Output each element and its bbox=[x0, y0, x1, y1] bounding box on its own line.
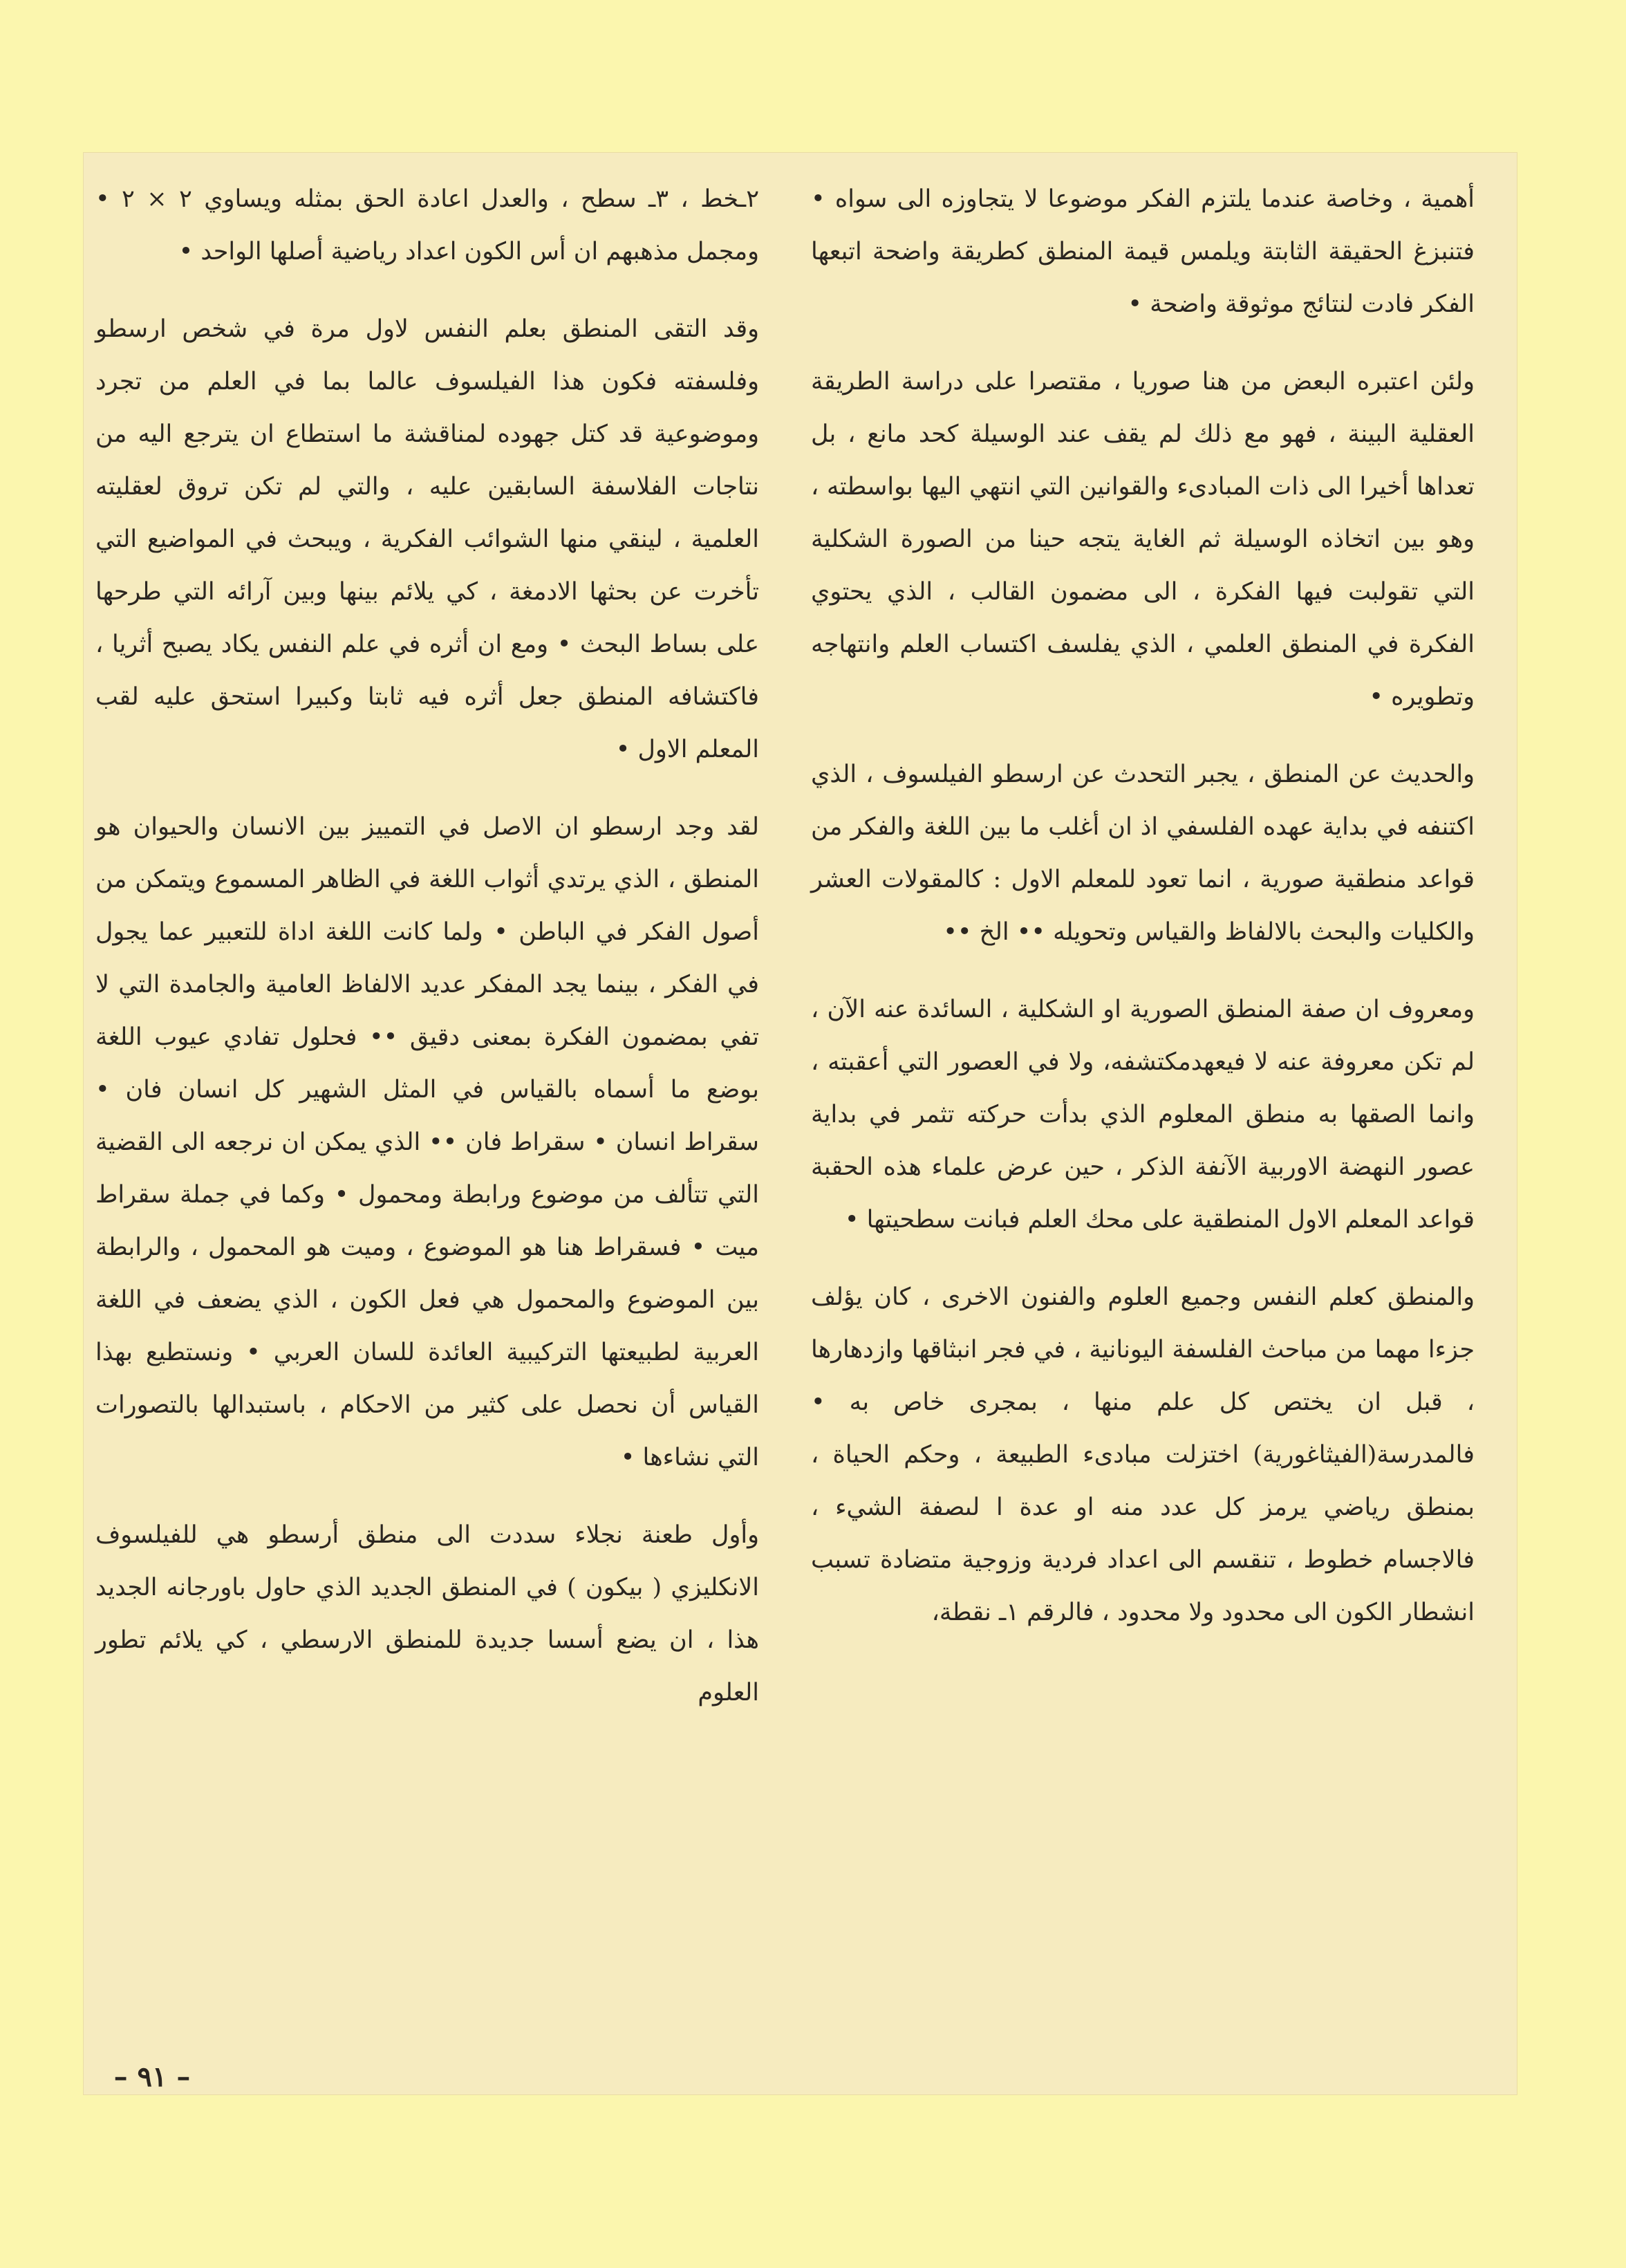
paragraph: لقد وجد ارسطو ان الاصل في التمييز بين الانسان والحيوان هو المنطق ، الذي يرتدي أثواب اللغة في الظاهر المسموع ويتمكن من أصول الفكر في الباطن • ولما كانت اللغة اداة للتعبير عما يجول في الفكر ، بينما يجد المفكر عديد الالفاظ العامية والجامدة التي لا تفي بمضمون الفكرة بمعنى دقيق •• فحلول تفادي عيوب اللغة بوضع ما أسماه بالقياس في المثل الشهير كل انسان فان • سقراط انسان • سقراط فان •• الذي يمكن ان نرجعه الى القضية التي تتألف من موضوع ورابطة ومحمول • وكما في جملة سقراط ميت • فسقراط هنا هو الموضوع ، وميت هو المحمول ، والرابطة بين الموضوع والمحمول هي فعل الكون ، الذي يضعف في اللغة العربية لطبيعتها التركيبية العائدة للسان العربي • ونستطيع بهذا القياس أن نحصل على كثير من الاحكام ، باستبدالها بالتصورات التي نشاءها • bbox=[95, 813, 759, 1471]
paragraph: والحديث عن المنطق ، يجبر التحدث عن ارسطو الفيلسوف ، الذي اكتنفه في بداية عهده الفلسفي اذ ان أغلب ما بين اللغة والفكر من قواعد منطقية صورية ، انما تعود للمعلم الاول : كالمقولات العشر والكليات والبحث بالالفاظ والقياس وتحويله •• الخ •• bbox=[811, 761, 1475, 946]
page-number: – ٩١ – bbox=[113, 2061, 191, 2093]
paragraph: ولئن اعتبره البعض من هنا صوريا ، مقتصرا على دراسة الطريقة العقلية البينة ، فهو مع ذلك لم يقف عند الوسيلة كحد مانع ، بل تعداها أخيرا الى ذات المبادىء والقوانين التي انتهي اليها بواسطته ، وهو بين اتخاذه الوسيلة ثم الغاية يتجه حينا من الصورة الشكلية التي تقولبت فيها الفكرة ، الى مضمون القالب ، الذي يحتوي الفكرة في المنطق العلمي ، الذي يفلسف اكتساب العلم وانتهاجه وتطويره • bbox=[811, 368, 1475, 711]
paragraph: وأول طعنة نجلاء سددت الى منطق أرسطو هي للفيلسوف الانكليزي ( بيكون ) في المنطق الجديد الذي حاول باورجانه الجديد هذا ، ان يضع أسسا جديدة للمنطق الارسطي ، كي يلائم تطور العلوم bbox=[95, 1521, 759, 1707]
left-column bbox=[95, 173, 759, 1744]
paragraph: ٢ـخط ، ٣ـ سطح ، والعدل اعادة الحق بمثله ويساوي ٢ × ٢ • ومجمل مذهبهم ان أس الكون اعداد رياضية أصلها الواحد • bbox=[95, 185, 759, 266]
right-column bbox=[811, 173, 1475, 1664]
paragraph: أهمية ، وخاصة عندما يلتزم الفكر موضوعا لا يتجاوزه الى سواه • فتنبزغ الحقيقة الثابتة ويلمس قيمة المنطق كطريقة واضحة اتبعها الفكر فادت لنتائج موثوقة واضحة • bbox=[811, 185, 1475, 318]
paragraph: والمنطق كعلم النفس وجميع العلوم والفنون الاخرى ، كان يؤلف جزءا مهما من مباحث الفلسفة اليونانية ، في فجر انبثاقها وازدهارها ، قبل ان يختص كل علم منها ، بمجرى خاص به • فالمدرسة(الفيثاغورية) اختزلت مبادىء الطبيعة ، وحكم الحياة ، بمنطق رياضي يرمز كل عدد منه او عدة ا لىصفة الشيء ، فالاجسام خطوط ، تنقسم الى اعداد فردية وزوجية متضادة تسبب انشطار الكون الى محدود ولا محدود ، فالرقم ١ـ نقطة، bbox=[811, 1283, 1475, 1626]
paragraph: وقد التقى المنطق بعلم النفس لاول مرة في شخص ارسطو وفلسفته فكون هذا الفيلسوف عالما بما في العلم من تجرد وموضوعية قد كتل جهوده لمناقشة ما استطاع ان يترجع اليه من نتاجات الفلاسفة السابقين عليه ، والتي لم تكن تروق لعقليته العلمية ، لينقي منها الشوائب الفكرية ، ويبحث في المواضيع التي تأخرت عن بحثها الادمغة ، كي يلائم بينها وبين آرائه التي طرحها على بساط البحث • ومع ان أثره في علم النفس يكاد يصبح أثريا ، فاكتشافه المنطق جعل أثره فيه ثابتا وكبيرا استحق عليه لقب المعلم الاول • bbox=[95, 315, 759, 763]
page-sheet bbox=[83, 152, 1517, 2095]
paragraph: ومعروف ان صفة المنطق الصورية او الشكلية ، السائدة عنه الآن ، لم تكن معروفة عنه لا فيعهدمكتشفه، ولا في العصور التي أعقبته ، وانما الصقها به منطق المعلوم الذي بدأت حركته تثمر في بداية عصور النهضة الاوربية الآنفة الذكر ، حين عرض علماء هذه الحقبة قواعد المعلم الاول المنطقية على محك العلم فبانت سطحيتها • bbox=[811, 996, 1475, 1234]
